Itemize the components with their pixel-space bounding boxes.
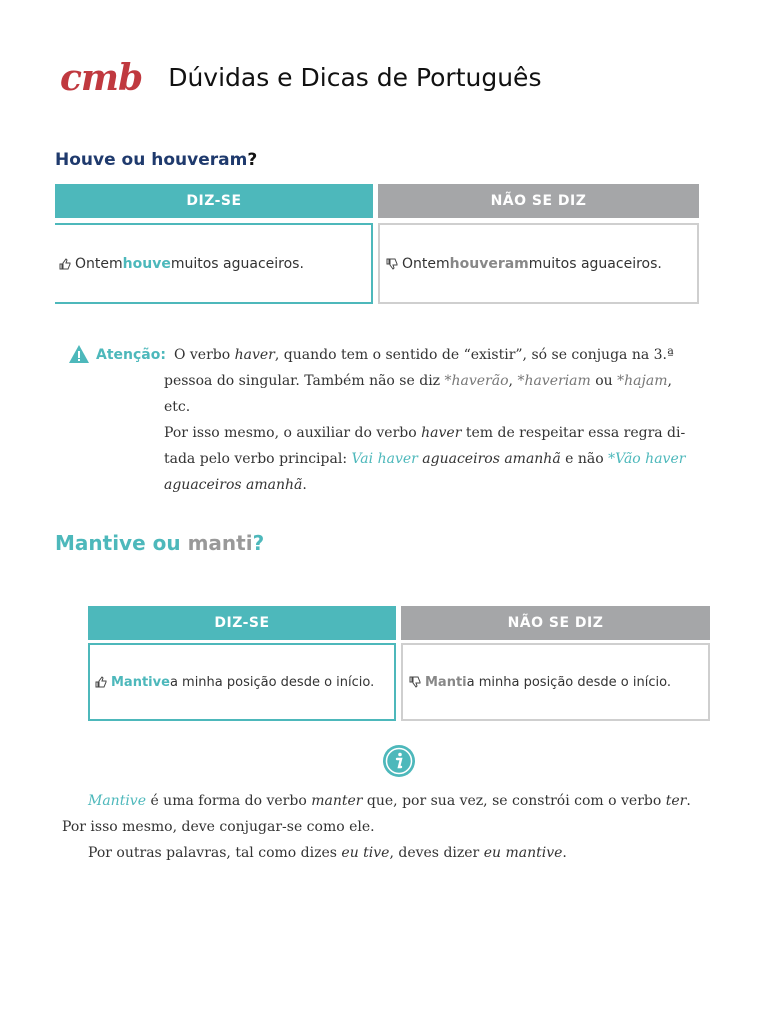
text: manter [311,793,363,809]
question-heading-1 [55,150,257,170]
correct-example [88,643,396,721]
text: *Vão haver [608,451,686,467]
text: eu tive [341,845,390,861]
column-header-diz-se: DIZ-SE [55,184,373,218]
text: Vai haver [351,451,418,467]
text: que, por sua vez, se constrói com o verbo [362,793,666,809]
text: haver [234,347,275,363]
column-header-nao-se-diz: NÃO SE DIZ [401,606,710,640]
para-line-3 [62,840,722,866]
info-icon [382,744,416,778]
text: aguaceiros amanhã [164,477,303,493]
incorrect-example [401,643,710,721]
thumbs-down-icon [386,258,398,270]
correct-example [55,223,373,304]
example-suffix: muitos aguaceiros. [528,255,662,272]
example-suffix: a minha posição desde o início. [169,674,375,690]
text: é uma forma do verbo [146,793,312,809]
text: Por outras palavras, tal como dizes [88,845,342,861]
thumbs-up-icon [95,676,107,688]
text: O verbo [173,347,235,363]
text: . [562,845,567,861]
warning-icon [68,344,90,364]
text: aguaceiros amanhã [417,451,561,467]
para-line-1 [62,788,722,814]
text: ter [665,793,687,809]
text: , deves dizer [389,845,484,861]
incorrect-form: houveram [449,255,529,272]
correct-form: houve [122,255,171,272]
note-line-3: etc. [164,399,191,415]
note-line-1 [174,342,674,368]
text: *hajam [617,373,668,389]
note-paragraph-2 [68,420,718,498]
text: tem de respeitar essa regra di- [461,425,686,441]
text: , quando tem o sentido de “existir”, só se conjuga na 3.ª [274,347,674,363]
note-line-2 [68,368,718,394]
thumbs-down-icon [409,676,421,688]
example-suffix: a minha posição desde o início. [466,674,671,690]
example-prefix: Ontem [402,255,450,272]
text: Por isso mesmo, o auxiliar do verbo [164,425,422,441]
text: ou [590,373,618,389]
text: tada pelo verbo principal: [164,451,352,467]
text: *haverão [444,373,509,389]
question-mark: ? [252,531,265,555]
para-line-2: Por isso mesmo, deve conjugar-se como ele. [62,819,375,835]
correct-form: Mantive [111,674,170,690]
text: . [302,477,307,493]
text: *haveriam [517,373,591,389]
incorrect-example [378,223,699,304]
attention-label: Atenção: [96,347,166,363]
column-header-diz-se: DIZ-SE [88,606,396,640]
explanation-paragraph [62,788,722,866]
text: , [667,373,672,389]
example-prefix: Ontem [75,255,123,272]
text: e não [560,451,609,467]
question-text: Houve ou houveram [55,150,248,170]
incorrect-form: Manti [425,674,467,690]
text: pessoa do singular. Também não se diz [164,373,445,389]
example-suffix: muitos aguaceiros. [170,255,304,272]
question-mark: ? [247,150,258,170]
question-text: Mantive ou [55,531,188,555]
text: . [686,793,691,809]
text: Mantive [88,793,146,809]
thumbs-up-icon [59,258,71,270]
question-heading-2 [55,531,264,555]
question-text-wrong: manti [187,531,253,555]
site-title: Dúvidas e Dicas de Português [168,63,542,92]
header [60,56,541,100]
attention-note [68,342,718,498]
text: , [508,373,518,389]
column-header-nao-se-diz: NÃO SE DIZ [378,184,699,218]
text: haver [421,425,462,441]
logo: cmb [60,57,143,99]
text: eu mantive [483,845,563,861]
